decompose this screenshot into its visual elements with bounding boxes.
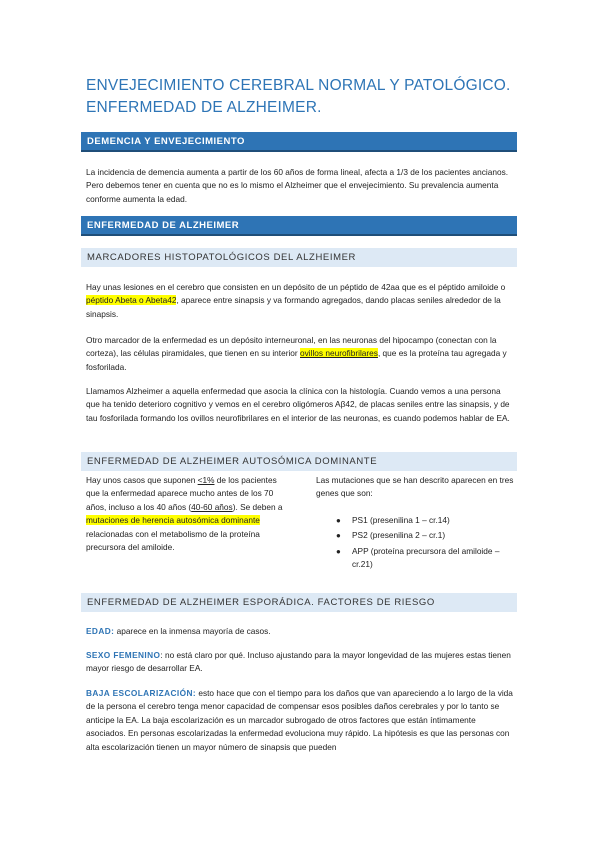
list-item (316, 514, 516, 527)
section-heading-alzheimer: ENFERMEDAD DE ALZHEIMER (81, 216, 517, 236)
risk-label-sexo: SEXO FEMENINO (86, 650, 161, 660)
text: , aparece entre sinapsis y va formando agregados, dando placas seniles alrededor de la sinapsis. (86, 295, 501, 319)
text: Hay unas lesiones en el cerebro que consisten en un depósito de un péptido de 42aa que es el péptido amiloide o (86, 282, 506, 292)
genes-intro: Las mutaciones que se han descrito aparecen en tres genes que son: (316, 475, 514, 499)
underlined-percent: <1% (197, 475, 215, 485)
bullet-icon: ● (336, 515, 341, 525)
title-line-1: ENVEJECIMIENTO CEREBRAL NORMAL Y PATOLÓGICO. (86, 77, 511, 94)
paragraph-escolarizacion (86, 687, 516, 754)
paragraph-marcadores-3: Llamamos Alzheimer a aquella enfermedad que asocia la clínica con la histología. Cuando vemos a una persona que ha tenido deterioro cognitivo y vemos en el cerebro oligómeros Aβ42, de placas seniles entre las sinapsis, y de tau fosforilada formando los ovillos neurofibrilares en el interior de las neuronas, es cuando podemos hablar de EA. (86, 386, 510, 423)
paragraph-edad (86, 625, 516, 638)
text: : no está claro por qué. Incluso ajustando para la mayor longevidad de las mujeres estas tienen mayor riesgo de desarrollar EA. (86, 650, 511, 674)
subheading-esporadica: ENFERMEDAD DE ALZHEIMER ESPORÁDICA. FACTORES DE RIESGO (81, 593, 517, 612)
autosomica-left-column (86, 474, 286, 554)
gene-label: PS1 (presenilina 1 – cr.14) (352, 514, 450, 525)
subheading-autosomica: ENFERMEDAD DE ALZHEIMER AUTOSÓMICA DOMINANTE (81, 452, 517, 471)
text: esto hace que con el tiempo para los daños que van apareciendo a lo largo de la vida de la persona el cerebro tenga menor capacidad de compensar esos posibles daños cerebrales y por lo tanto se anticipe la EA. La baja escolarización es un marcador subrogado de otros factores que están íntimamente asociados. En personas escolarizadas la enfermedad evoluciona muy rápido. La hipótesis es que las personas con alta escolarización tienen un mayor número de sinapsis que pueden (86, 688, 513, 752)
text: ). Se deben a (232, 501, 283, 512)
subheading-marcadores: MARCADORES HISTOPATOLÓGICOS DEL ALZHEIMER (81, 248, 517, 267)
text: Hay unos casos que suponen (86, 475, 198, 485)
text: aparece en la inmensa mayoría de casos. (114, 626, 271, 636)
list-item (316, 529, 516, 542)
risk-label-edad: EDAD: (86, 626, 115, 636)
highlight-ovillos: ovillos neurofibrilares (300, 348, 378, 359)
title-line-2: ENFERMEDAD DE ALZHEIMER. (86, 99, 322, 116)
bullet-icon: ● (336, 546, 341, 556)
text: relacionadas con el metabolismo de la proteína precursora del amiloide. (86, 528, 260, 553)
section-heading-demencia: DEMENCIA Y ENVEJECIMIENTO (81, 132, 517, 152)
gene-label: PS2 (presenilina 2 – cr.1) (352, 530, 446, 541)
highlight-abeta: péptido Abeta o Abeta42 (86, 295, 177, 306)
page-title (86, 75, 526, 119)
gene-label: APP (proteína precursora del amiloide – cr.21) (352, 545, 500, 570)
paragraph-marcadores-1 (86, 281, 516, 321)
highlight-mutaciones: mutaciones de herencia autosómica dominante (86, 515, 260, 526)
list-item (316, 545, 516, 572)
underlined-ages: 40-60 años (191, 501, 233, 512)
text: de los pacientes que la enfermedad aparece mucho antes de los 70 años, incluso a los 40 años ( (86, 475, 277, 512)
text: Otro marcador de la enfermedad es un depósito interneuronal, en las neuronas del hipocampo (conectan con la corteza), las células piramidales, que tienen en su interior (86, 335, 497, 359)
paragraph-demencia: La incidencia de demencia aumenta a partir de los 60 años de forma lineal, afecta a 1/3 de los pacientes ancianos. Pero debemos tener en cuenta que no es lo mismo el Alzheimer que el envejecimiento. Su prevalencia aumenta conforme aumenta la edad. (86, 167, 509, 204)
bullet-icon: ● (336, 531, 341, 541)
autosomica-right-column (316, 474, 516, 573)
paragraph-marcadores-2 (86, 334, 516, 374)
genes-list (316, 514, 516, 572)
text: , que es la proteína tau agregada y fosforilada. (86, 348, 507, 372)
paragraph-sexo (86, 649, 516, 676)
risk-label-escolarizacion: BAJA ESCOLARIZACIÓN: (86, 688, 197, 698)
